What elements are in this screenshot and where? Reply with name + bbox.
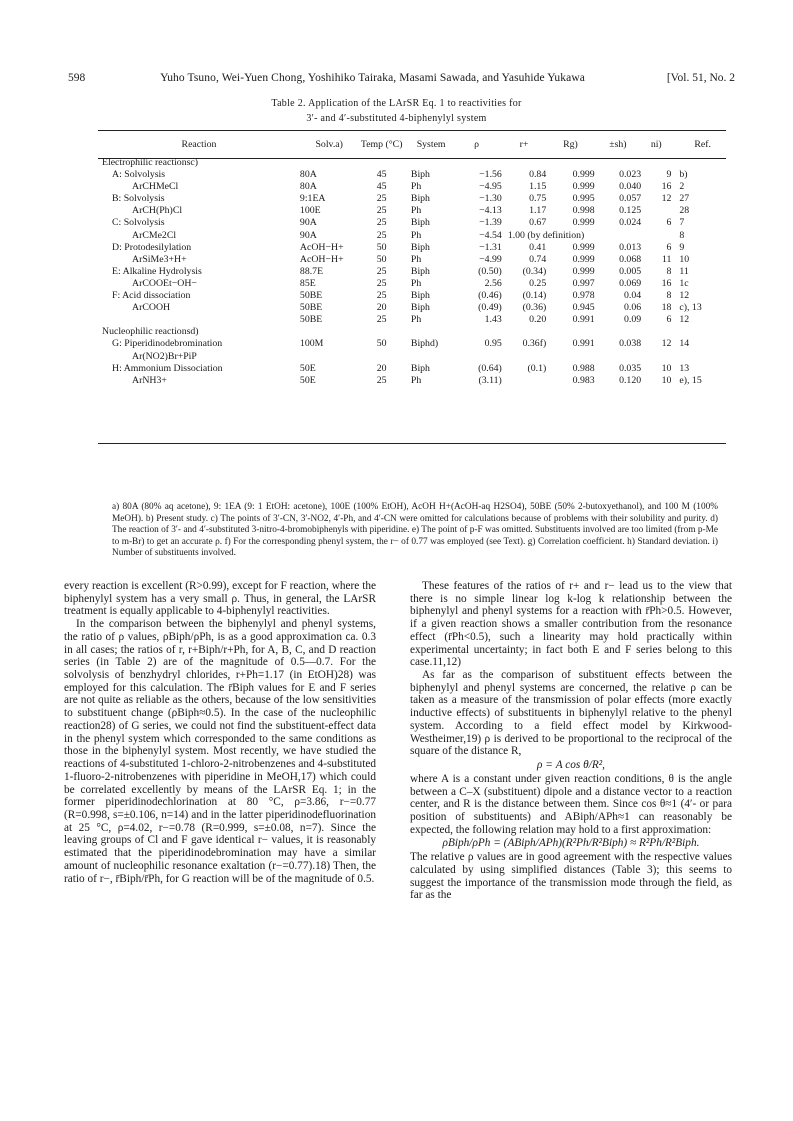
cell-solvent: 50E <box>299 362 316 374</box>
equation: ρBiph/ρPh = (ABiph/APh)(R²Ph/R²Biph) ≈ R²Ph/R²Biph. <box>442 837 700 850</box>
cell-ref: 27 <box>679 193 690 205</box>
col-ref: Ref. <box>694 138 711 150</box>
cell-ref: 7 <box>679 217 685 229</box>
cell-rho: (0.46) <box>478 290 502 302</box>
cell-system: Biph <box>410 362 430 374</box>
cell-std-dev: 0.069 <box>619 277 642 289</box>
cell-system: Ph <box>410 181 422 193</box>
cell-temp: 50 <box>376 241 387 253</box>
cell-temp: 25 <box>376 374 387 386</box>
cell-ref: 28 <box>679 205 690 217</box>
table-row <box>98 363 726 375</box>
cell-solvent: 100E <box>299 205 321 217</box>
paragraph: every reaction is excellent (R>0.99), except for F reaction, where the biphenylyl system has a very small ρ. Thus, in general, the LArSR treatment is equally applicable to 4-biphenylyl reactivities. <box>64 580 376 618</box>
cell-system: Biph <box>410 193 430 205</box>
cell-reaction: ArCHMeCl <box>132 181 179 193</box>
paragraph: where A is a constant under given reaction conditions, θ is the angle between a C–X (substituent) dipole and a distance vector to a reaction center, and R is the distance between them. Since cos θ≈1 (4′- or para position of substituents) and ABiph/APh≈1 can reasonably be expected, the following relation may hold to a first approximation: <box>410 772 732 836</box>
cell-system: Biph <box>410 302 430 314</box>
group-row <box>98 326 726 338</box>
cell-correlation: 0.995 <box>572 193 595 205</box>
table-header-row <box>98 131 726 157</box>
cell-n: 9 <box>666 169 672 181</box>
table-row <box>98 254 726 266</box>
cell-std-dev: 0.023 <box>619 169 642 181</box>
cell-std-dev: 0.04 <box>623 290 642 302</box>
cell-ref: b) <box>679 169 688 181</box>
paragraph: As far as the comparison of substituent effects between the biphenylyl and phenyl systems are concerned, the relative ρ can be taken as a measure of the transmission of polar effects (more exactly inductive effects) of substituents in biphenylyl relative to the phenyl system. According to a field effect model by Kirkwood-Westheimer,19) ρ is derived to be proportional to the reciprocal of the square of the distance R, <box>410 669 732 758</box>
cell-reaction: ArCH(Ph)Cl <box>132 205 183 217</box>
cell-reaction: H: Ammonium Dissociation <box>112 362 223 374</box>
right-column <box>410 580 732 902</box>
table-caption: Table 2. Application of the LArSR Eq. 1 to reactivities for <box>271 98 522 109</box>
cell-rho: −4.95 <box>479 181 502 193</box>
cell-temp: 25 <box>376 217 387 229</box>
cell-rho: −4.99 <box>479 253 502 265</box>
cell-r-plus <box>502 351 546 363</box>
cell-reaction: ArNH3+ <box>132 374 167 386</box>
col-rho: ρ <box>474 138 480 150</box>
table-row <box>98 266 726 278</box>
cell-system: Biph <box>410 169 430 181</box>
cell-rho: −4.13 <box>479 205 502 217</box>
col-solvent: Solv.a) <box>315 138 343 150</box>
cell-n <box>641 351 671 363</box>
cell-reaction: Ar(NO2)Br+PiP <box>132 350 197 362</box>
cell-r-plus: 0.74 <box>529 253 547 265</box>
cell-std-dev: 0.005 <box>619 265 642 277</box>
cell-correlation: 0.991 <box>572 314 595 326</box>
cell-reaction: A: Solvolysis <box>112 169 166 181</box>
cell-solvent: 80A <box>299 181 317 193</box>
table-row <box>98 169 726 181</box>
cell-rho: −1.39 <box>479 217 502 229</box>
cell-rho: 2.56 <box>484 277 502 289</box>
cell-correlation: 0.978 <box>572 290 595 302</box>
col-std-dev: ±sh) <box>609 138 627 150</box>
cell-rho: (0.64) <box>478 362 502 374</box>
cell-std-dev: 0.035 <box>619 362 642 374</box>
cell-ref: 14 <box>679 338 690 350</box>
cell-rho: 1.43 <box>484 314 502 326</box>
cell-rho: −1.56 <box>479 169 502 181</box>
left-column <box>64 580 376 885</box>
table-caption-sub: 3′- and 4′-substituted 4-biphenylyl system <box>306 113 487 124</box>
cell-r-plus: 0.36f) <box>522 338 547 350</box>
cell-r-plus: 0.75 <box>529 193 547 205</box>
cell-rho: (0.50) <box>478 265 502 277</box>
cell-temp <box>358 351 404 363</box>
paragraph: In the comparison between the biphenylyl and phenyl systems, the ratio of ρ values, ρBiph/ρPh, is as a good approximation ca. 0.3 in all cases; the ratios of r, r+Biph/r+Ph, for A, B, C, and D reaction series (in Table 2) are of the magnitude of 0.5—0.7. For the solvolysis of benzhydryl chlorides, r+Ph=1.17 (in EtOH)28) was employed for this calculation. The r̄Biph values for E and F series are not quite as reliable as the others, because of the low sensitivities to substituent change (ρBiph≈0.5). In the case of the nucleophilic reaction28) of G series, we could not find the substituent-effect data in the phenyl system which corresponded to the same conditions as those in the biphenylyl system. Most recently, we have studied the reactions of 4-substituted 1-chloro-2-nitrobenzenes and 4-substituted 1-fluoro-2-nitrobenzenes with piperidine in MeOH,17) which could be correlated excellently by means of the LArSR Eq. 1; in the former piperidinodechlorination at 80 °C, ρ=3.86, r−=0.77 (R=0.998, s=±0.106, n=14) and in the latter piperidinodefluorination at 25 °C, ρ=4.02, r−=0.78 (R=0.999, s=±0.08, n=7). Since the leaving groups of Cl and F gave identical r− values, it is reasonably estimated that the piperidinodebromination may have a similar amount of nucleophilic resonance exaltation (r−=0.77).18) Then, the ratio of r−, r̄Biph/r̄Ph, for G reaction will be of the magnitude of 0.5. <box>64 618 376 885</box>
cell-std-dev: 0.09 <box>623 314 642 326</box>
col-system: System <box>416 138 446 150</box>
cell-std-dev: 0.038 <box>619 338 642 350</box>
cell-solvent: 50BE <box>299 302 323 314</box>
cell-reaction: D: Protodesilylation <box>112 241 192 253</box>
cell-rho: −4.54 <box>479 229 502 241</box>
cell-reaction: ArCMe2Cl <box>132 229 177 241</box>
cell-ref: 12 <box>679 314 690 326</box>
table-row <box>98 217 726 229</box>
cell-rho: (0.49) <box>478 302 502 314</box>
running-authors: Yuho Tsuno, Wei-Yuen Chong, Yoshihiko Tairaka, Masami Sawada, and Yasuhide Yukawa <box>160 72 585 84</box>
table-row <box>98 193 726 205</box>
cell-solvent: 100M <box>299 338 324 350</box>
cell-ref: 1c <box>679 277 689 289</box>
cell-rho: −1.31 <box>479 241 502 253</box>
equation: ρ = A cos θ/R², <box>537 759 605 772</box>
table-row <box>98 290 726 302</box>
table-row <box>98 242 726 254</box>
cell-solvent: 50BE <box>299 314 323 326</box>
cell-ref: 2 <box>679 181 685 193</box>
cell-ref: 9 <box>679 241 685 253</box>
cell-ref: e), 15 <box>679 374 702 386</box>
cell-r-plus: 0.20 <box>529 314 547 326</box>
cell-temp: 20 <box>376 362 387 374</box>
group-label: Electrophilic reactionsc) <box>102 157 199 168</box>
cell-r-plus: (0.34) <box>522 265 547 277</box>
cell-system: Biph <box>410 265 430 277</box>
cell-std-dev: 0.013 <box>619 241 642 253</box>
cell-n: 16 <box>661 277 672 289</box>
cell-reaction: B: Solvolysis <box>112 193 165 205</box>
table-row <box>98 230 726 242</box>
cell-r-plus: 0.25 <box>529 277 547 289</box>
cell-rho <box>451 351 501 363</box>
cell-correlation: 0.999 <box>572 265 595 277</box>
table-row <box>98 205 726 217</box>
col-n: ni) <box>650 138 662 150</box>
cell-std-dev: 0.068 <box>619 253 642 265</box>
cell-system: Ph <box>410 253 422 265</box>
cell-std-dev: 0.040 <box>619 181 642 193</box>
cell-system: Biphd) <box>410 338 439 350</box>
cell-temp: 25 <box>376 229 387 241</box>
cell-n: 6 <box>666 241 672 253</box>
cell-r-plus: 1.00 (by definition) <box>507 229 585 241</box>
cell-ref: c), 13 <box>679 302 702 314</box>
cell-correlation: 0.997 <box>572 277 595 289</box>
cell-system: Biph <box>410 241 430 253</box>
table-body <box>98 157 726 387</box>
cell-solvent: 9:1EA <box>299 193 326 205</box>
table-row <box>98 338 726 350</box>
cell-correlation: 0.991 <box>572 338 595 350</box>
cell-correlation: 0.983 <box>572 374 595 386</box>
table-row <box>98 302 726 314</box>
cell-correlation: 0.999 <box>572 169 595 181</box>
table-row <box>98 278 726 290</box>
cell-reaction: E: Alkaline Hydrolysis <box>112 265 202 277</box>
volume-issue: [Vol. 51, No. 2 <box>666 72 735 84</box>
cell-temp: 25 <box>376 277 387 289</box>
cell-std-dev <box>595 351 641 363</box>
cell-temp: 25 <box>376 193 387 205</box>
cell-system <box>405 351 451 363</box>
cell-n: 6 <box>666 217 672 229</box>
cell-n: 8 <box>666 290 672 302</box>
cell-reaction <box>98 314 300 326</box>
table-row <box>98 181 726 193</box>
table-bottom-rule <box>98 443 726 444</box>
cell-system: Biph <box>410 217 430 229</box>
cell-system: Ph <box>410 374 422 386</box>
cell-solvent: 88.7E <box>299 265 324 277</box>
cell-solvent: AcOH−H+ <box>299 241 344 253</box>
cell-reaction: G: Piperidinodebromination <box>112 338 223 350</box>
cell-r-plus: 1.15 <box>529 181 547 193</box>
cell-temp: 25 <box>376 205 387 217</box>
cell-temp: 45 <box>376 181 387 193</box>
cell-correlation: 0.999 <box>572 181 595 193</box>
cell-n: 16 <box>661 181 672 193</box>
cell-system: Biph <box>410 290 430 302</box>
cell-r-plus: 0.67 <box>529 217 547 229</box>
cell-system: Ph <box>410 229 422 241</box>
cell-temp: 25 <box>376 265 387 277</box>
cell-solvent: 90A <box>299 229 317 241</box>
cell-ref: 13 <box>679 362 690 374</box>
cell-solvent <box>300 351 359 363</box>
cell-temp: 25 <box>376 290 387 302</box>
paragraph: These features of the ratios of r+ and r− lead us to the view that there is no simple linear log k-log k relationship between the biphenylyl and phenyl systems for a reaction with r̄Ph>0.5. However, if a given reaction shows a smaller contribution from the resonance effect (r̄Ph<0.5), such a linearity may hold practically within experimental uncertainty; in fact both E and F series belong to this case.11,12) <box>410 580 732 669</box>
cell-reaction: C: Solvolysis <box>112 217 165 229</box>
cell-r-plus: (0.14) <box>522 290 547 302</box>
cell-correlation: 0.998 <box>572 205 595 217</box>
table-footnotes: a) 80A (80% aq acetone), 9: 1EA (9: 1 EtOH: acetone), 100E (100% EtOH), AcOH H+(AcOH-aq H2SO4), 50BE (50% 2-butoxyethanol), and 100 M (100% MeOH). b) Present study. c) The points of 3′-CN, 3′-NO2, 4′-Ph, and 4′-CN were omitted for calculations because of problems with their solubility and purity. d) The reaction of 3′- and 4′-substituted 3-nitro-4-bromobiphenyls with piperidine. e) The point of p-F was omitted. Substituents involved are too limited (from p-Me to m-Br) to get an accurate ρ. f) For the corresponding phenyl system, the r− of 0.77 was employed (see Text). g) Correlation coefficient. h) Standard deviation. i) Number of substituents involved. <box>112 502 718 559</box>
cell-n: 6 <box>666 314 672 326</box>
cell-std-dev: 0.120 <box>619 374 642 386</box>
cell-correlation: 0.999 <box>572 253 595 265</box>
col-r-plus: r+ <box>519 138 529 150</box>
cell-r-plus: (0.36) <box>522 302 547 314</box>
cell-n <box>641 205 671 217</box>
cell-rho: −1.30 <box>479 193 502 205</box>
cell-reaction: ArCOOH <box>132 302 171 314</box>
col-temp: Temp (°C) <box>360 138 403 150</box>
cell-r-plus: 0.84 <box>529 169 547 181</box>
cell-r-plus <box>502 375 546 387</box>
cell-std-dev: 0.06 <box>623 302 642 314</box>
cell-std-dev: 0.125 <box>619 205 642 217</box>
cell-solvent: 85E <box>299 277 316 289</box>
table-row <box>98 351 726 363</box>
cell-ref: 10 <box>679 253 690 265</box>
cell-correlation: 0.999 <box>572 217 595 229</box>
cell-reaction: F: Acid dissociation <box>112 290 191 302</box>
cell-rho: (3.11) <box>478 374 502 386</box>
reactivity-table <box>98 131 726 387</box>
cell-system: Ph <box>410 314 422 326</box>
cell-ref <box>671 351 726 363</box>
cell-r-plus: 0.41 <box>529 241 547 253</box>
cell-reaction: ArCOOEt−OH− <box>132 277 197 289</box>
cell-n: 18 <box>661 302 672 314</box>
group-row <box>98 157 726 169</box>
cell-rho: 0.95 <box>484 338 502 350</box>
cell-n: 12 <box>661 193 672 205</box>
cell-system: Ph <box>410 277 422 289</box>
page-number: 598 <box>68 72 86 84</box>
cell-system: Ph <box>410 205 422 217</box>
cell-solvent: 80A <box>299 169 317 181</box>
cell-ref: 12 <box>679 290 690 302</box>
running-header <box>68 72 735 92</box>
cell-n: 11 <box>661 253 672 265</box>
cell-r-plus: 1.17 <box>529 205 547 217</box>
cell-reaction: ArSiMe3+H+ <box>132 253 187 265</box>
cell-temp: 20 <box>376 302 387 314</box>
cell-n: 10 <box>661 362 672 374</box>
paragraph: The relative ρ values are in good agreement with the respective values calculated by using simplified distances (Table 3); this seems to suggest the importance of the transmission mode through the field, as far as the <box>410 851 732 902</box>
table-row <box>98 375 726 387</box>
cell-temp: 45 <box>376 169 387 181</box>
cell-std-dev: 0.024 <box>619 217 642 229</box>
cell-correlation: 0.999 <box>572 241 595 253</box>
cell-correlation: 0.988 <box>572 362 595 374</box>
col-correlation: Rg) <box>563 138 578 150</box>
cell-solvent: 50E <box>299 374 316 386</box>
cell-solvent: 50BE <box>299 290 323 302</box>
cell-temp: 25 <box>376 314 387 326</box>
cell-n: 8 <box>666 265 672 277</box>
col-reaction: Reaction <box>181 138 217 150</box>
cell-solvent: AcOH−H+ <box>299 253 344 265</box>
cell-correlation: 0.945 <box>572 302 595 314</box>
cell-solvent: 90A <box>299 217 317 229</box>
cell-r-plus: (0.1) <box>527 362 547 374</box>
cell-std-dev: 0.057 <box>619 193 642 205</box>
cell-n: 10 <box>661 374 672 386</box>
group-label: Nucleophilic reactionsd) <box>102 326 199 338</box>
cell-ref: 8 <box>679 229 685 241</box>
cell-temp: 50 <box>376 338 387 350</box>
cell-temp: 50 <box>376 253 387 265</box>
cell-n: 12 <box>661 338 672 350</box>
cell-ref: 11 <box>679 265 689 277</box>
cell-correlation <box>546 351 594 363</box>
table-row <box>98 314 726 326</box>
